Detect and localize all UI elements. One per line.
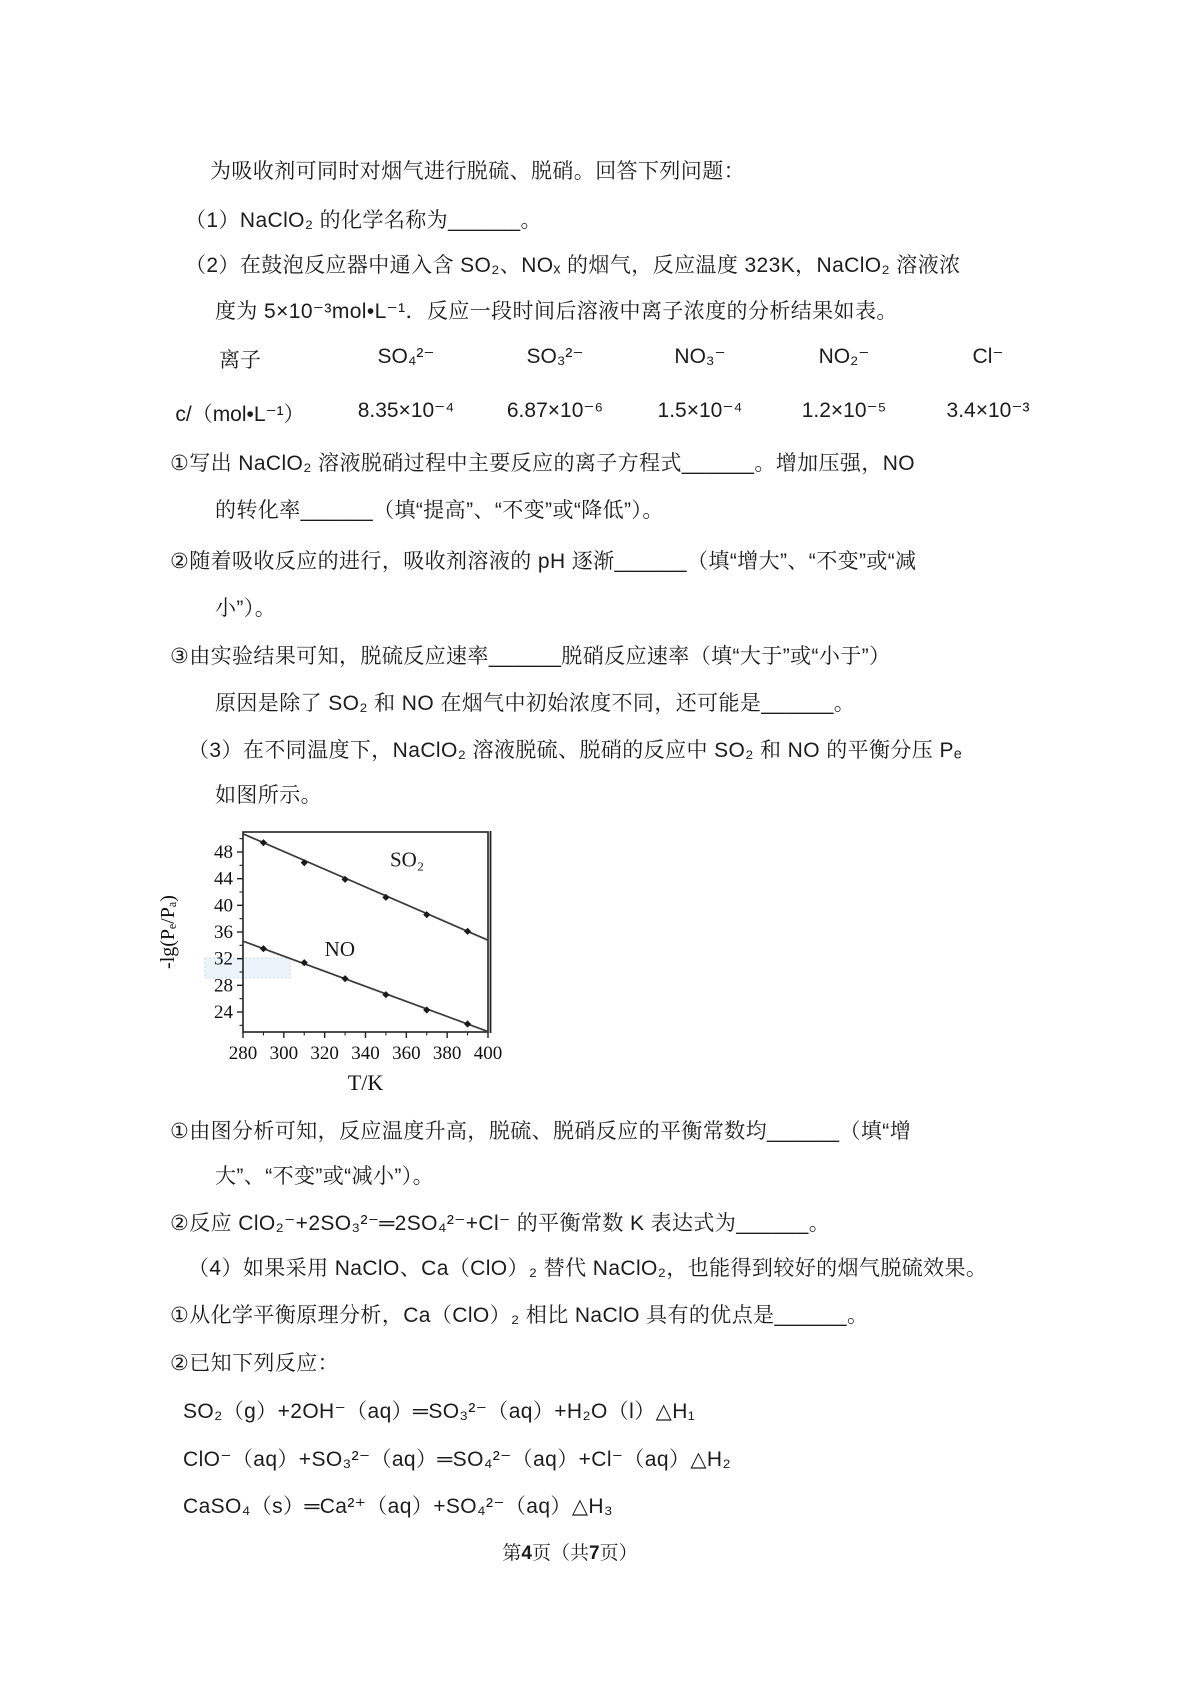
table-data-row [150, 398, 1060, 428]
series-marker-SO₂ [464, 928, 471, 935]
y-tick-label: 44 [214, 868, 233, 890]
y-tick-label: 48 [214, 842, 233, 863]
table-header-cell: 离子 [219, 349, 261, 372]
x-tick-label: 400 [473, 1043, 503, 1064]
series-marker-NO [464, 1020, 471, 1027]
sub-question-2-line-2: 小”）。 [215, 597, 277, 620]
series-marker-NO [341, 975, 348, 982]
sub-question-3-line-2: 原因是除了 SO₂ 和 NO 在烟气中初始浓度不同，还可能是______。 [215, 692, 856, 715]
table-header-cell: SO₃²⁻ [526, 345, 584, 368]
x-axis-label: T/K [347, 1070, 384, 1095]
plot-border [243, 832, 488, 1032]
reaction-equation-3: CaSO₄（s）═Ca²⁺（aq）+SO₄²⁻（aq）△H₃ [183, 1495, 613, 1518]
y-tick-label: 24 [214, 1002, 233, 1023]
x-tick-label: 340 [351, 1043, 380, 1064]
series-label-SO₂: SO₂ [390, 847, 425, 872]
table-header-cell: NO₂⁻ [818, 345, 870, 368]
footer-text: 页） [599, 1543, 638, 1564]
table-header-cell: NO₃⁻ [674, 345, 726, 368]
series-line-SO₂ [243, 834, 488, 940]
reaction-equation-2: ClO⁻（aq）+SO₃²⁻（aq）═SO₄²⁻（aq）+Cl⁻（aq）△H₂ [183, 1448, 732, 1471]
question-4: （4）如果采用 NaClO、Ca（ClO）₂ 替代 NaClO₂，也能得到较好的烟气脱硫效果。 [188, 1257, 988, 1280]
sub-question-3-line-1: ③由实验结果可知，脱硫反应速率______脱硝反应速率（填“大于”或“小于”） [170, 645, 891, 668]
question-3-line-1: （3）在不同温度下，NaClO₂ 溶液脱硫、脱硝的反应中 SO₂ 和 NO 的平衡分压 Pₑ [188, 739, 963, 762]
sub-question-1-line-2: 的转化率______（填“提高”、“不变”或“降低”）。 [215, 499, 664, 522]
page-number: 4 [521, 1543, 532, 1564]
table-cell: 6.87×10⁻⁶ [506, 399, 604, 422]
question-2-line-2: 度为 5×10⁻³mol•L⁻¹．反应一段时间后溶液中离子浓度的分析结果如表。 [215, 300, 898, 323]
x-tick-label: 360 [392, 1043, 421, 1064]
table-cell: 1.5×10⁻⁴ [657, 399, 743, 422]
chart-question-1-line-2: 大”、“不变”或“减小”）。 [215, 1165, 435, 1188]
y-tick-label: 28 [214, 975, 233, 997]
question-2-line-1: （2）在鼓泡反应器中通入含 SO₂、NOₓ 的烟气，反应温度 323K，NaClO₂ 溶液浓 [185, 254, 961, 277]
x-tick-label: 300 [269, 1043, 299, 1064]
page-footer [0, 1538, 1140, 1565]
question-4-sub-1: ①从化学平衡原理分析，Ca（ClO）₂ 相比 NaClO 具有的优点是______。 [170, 1304, 869, 1327]
footer-text: 页（共 [531, 1543, 589, 1564]
table-cell: 3.4×10⁻³ [946, 399, 1030, 422]
footer-text: 第 [502, 1543, 522, 1564]
chart-question-2: ②反应 ClO₂⁻+2SO₃²⁻═2SO₄²⁻+Cl⁻ 的平衡常数 K 表达式为______。 [170, 1212, 831, 1235]
sub-question-1-line-1: ①写出 NaClO₂ 溶液脱硝过程中主要反应的离子方程式______。增加压强，NO [170, 452, 916, 475]
equilibrium-pressure-chart [150, 815, 512, 1117]
series-marker-NO [260, 945, 267, 952]
series-label-NO: NO [324, 937, 356, 961]
chart-question-1-line-1: ①由图分析可知，反应温度升高，脱硫、脱硝反应的平衡常数均______（填“增 [170, 1120, 912, 1143]
reaction-equation-1: SO₂（g）+2OH⁻（aq）═SO₃²⁻（aq）+H₂O（l）△H₁ [183, 1400, 696, 1423]
question-3-line-2: 如图所示。 [215, 784, 322, 807]
table-header-row [150, 344, 1060, 374]
y-tick-label: 32 [214, 948, 233, 970]
y-tick-label: 40 [214, 895, 233, 917]
y-axis-label: -lg(Pₑ/Pₐ) [157, 895, 179, 969]
question-4-sub-2: ②已知下列反应： [170, 1352, 340, 1375]
total-pages: 7 [589, 1543, 600, 1564]
series-line-NO [243, 941, 488, 1031]
x-tick-label: 280 [228, 1043, 258, 1064]
sub-question-2-line-1: ②随着吸收反应的进行，吸收剂溶液的 pH 逐渐______（填“增大”、“不变”或“减 [170, 550, 917, 573]
series-marker-SO₂ [260, 839, 267, 846]
table-header-cell: SO₄²⁻ [377, 345, 435, 368]
question-1: （1）NaClO₂ 的化学名称为______。 [185, 209, 542, 232]
y-tick-label: 36 [214, 922, 233, 943]
x-tick-label: 320 [310, 1043, 339, 1064]
table-cell: 1.2×10⁻⁵ [801, 399, 887, 422]
table-cell: c/（mol•L⁻¹） [175, 403, 305, 426]
table-cell: 8.35×10⁻⁴ [357, 399, 455, 422]
intro-line: 为吸收剂可同时对烟气进行脱硫、脱硝。回答下列问题： [210, 160, 745, 183]
x-tick-label: 380 [432, 1043, 462, 1064]
table-header-cell: Cl⁻ [972, 345, 1004, 368]
chart-svg [150, 815, 512, 1117]
